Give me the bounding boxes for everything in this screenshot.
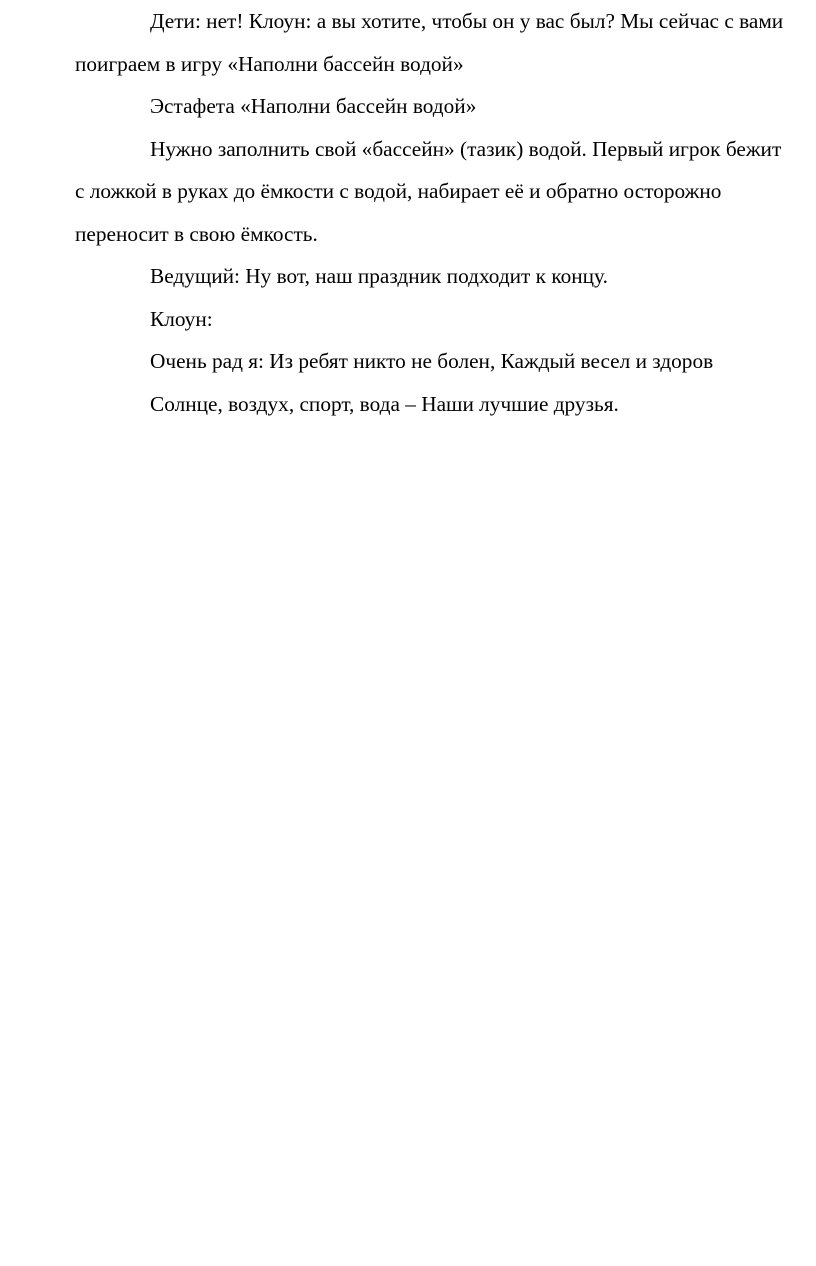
text-line: Очень рад я: Из ребят никто не болен, Каждый весел и здоров (150, 349, 714, 373)
text-line: Ведущий: Ну вот, наш праздник подходит к концу. (150, 264, 608, 288)
paragraph-poem-line-2 (0, 383, 806, 426)
paragraph-dialogue (0, 0, 806, 85)
text-line: с ложкой в руках до ёмкости с водой, набирает её и обратно осторожно (75, 179, 722, 203)
text-line: Нужно заполнить свой «бассейн» (тазик) водой. Первый игрок бежит (150, 136, 782, 161)
text-line: Эстафета «Наполни бассейн водой» (150, 94, 477, 118)
paragraph-poem-line-1 (0, 340, 806, 383)
paragraph-host (0, 255, 806, 298)
text-line: Клоун: (150, 306, 213, 331)
text-line: Солнце, воздух, спорт, вода – Наши лучшие друзья. (150, 391, 619, 416)
text-line: поиграем в игру «Наполни бассейн водой» (75, 51, 464, 76)
paragraph-clown-label (0, 298, 806, 341)
paragraph-relay-rules (0, 128, 806, 256)
paragraph-relay-title (0, 85, 806, 128)
text-line: Дети: нет! Клоун: а вы хотите, чтобы он у вас был? Мы сейчас с вами (150, 9, 784, 33)
text-line: переносит в свою ёмкость. (75, 221, 318, 246)
